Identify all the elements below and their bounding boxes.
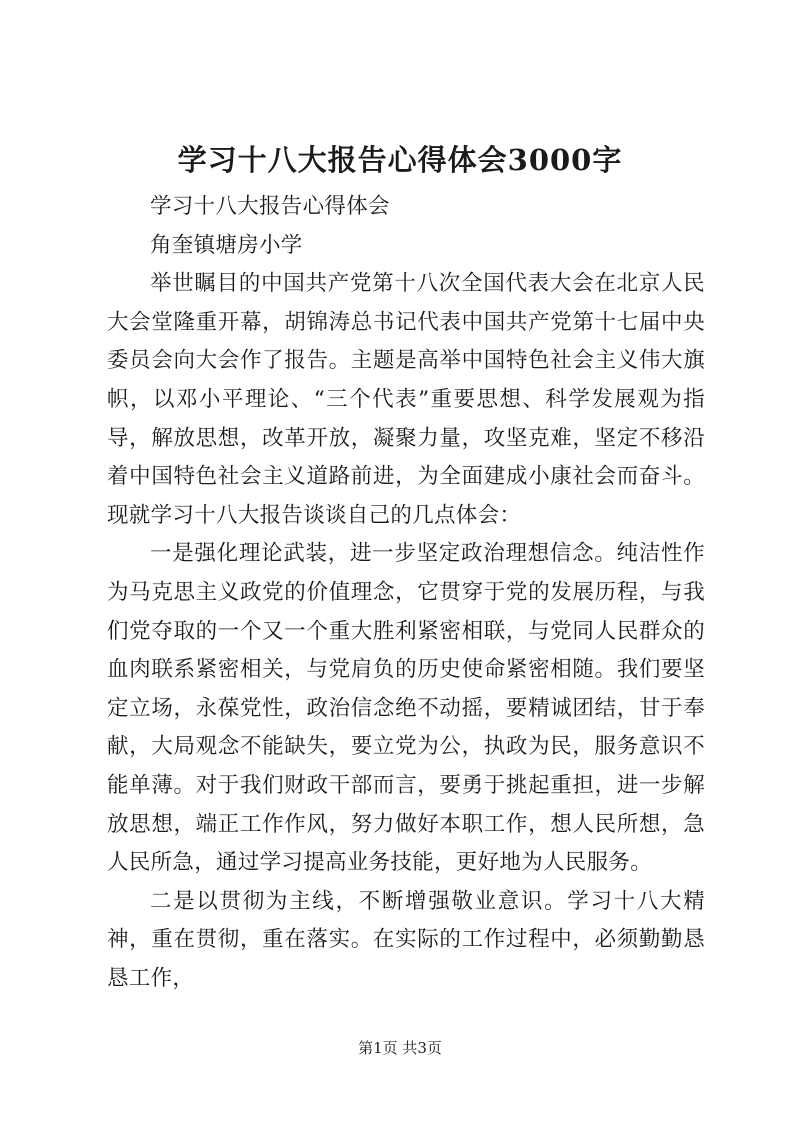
paragraph: 二是以贯彻为主线，不断增强敬业意识。学习十八大精神，重在贯彻，重在落实。在实际的工作过程中，必须勤勤恳恳工作， xyxy=(107,888,705,991)
document-body xyxy=(107,188,705,998)
author-school: 角奎镇塘房小学 xyxy=(150,232,303,258)
paragraph: 一是强化理论武装，进一步坚定政治理想信念。纯洁性作为马克思主义政党的价值理念，它贯穿于党的发展历程，与我们党夺取的一个又一个重大胜利紧密相联，与党同人民群众的血肉联系紧密相关，与党肩负的历史使命紧密相随。我们要坚定立场，永葆党性，政治信念绝不动摇，要精诚团结，甘于奉献，大局观念不能缺失，要立党为公，执政为民，服务意识不能单薄。对于我们财政干部而言，要勇于挑起重担，进一步解放思想，端正工作作风，努力做好本职工作，想人民所想，急人民所急，通过学习提高业务技能，更好地为人民服务。 xyxy=(107,541,705,876)
subtitle: 学习十八大报告心得体会 xyxy=(150,194,390,219)
document-title: 学习十八大报告心得体会3000字 xyxy=(177,143,623,177)
paragraph: 举世瞩目的中国共产党第十八次全国代表大会在北京人民大会堂隆重开幕，胡锦涛总书记代表中国共产党第十七届中央委员会向大会作了报告。主题是高举中国特色社会主义伟大旗帜，以邓小平理论、“三个代表”重要思想、科学发展观为指导，解放思想，改革开放，凝聚力量，攻坚克难，坚定不移沿着中国特色社会主义道路前进，为全面建成小康社会而奋斗。现就学习十八大报告谈谈自己的几点体会： xyxy=(107,271,705,528)
page-number-footer: 第1页 共3页 xyxy=(358,1039,442,1057)
